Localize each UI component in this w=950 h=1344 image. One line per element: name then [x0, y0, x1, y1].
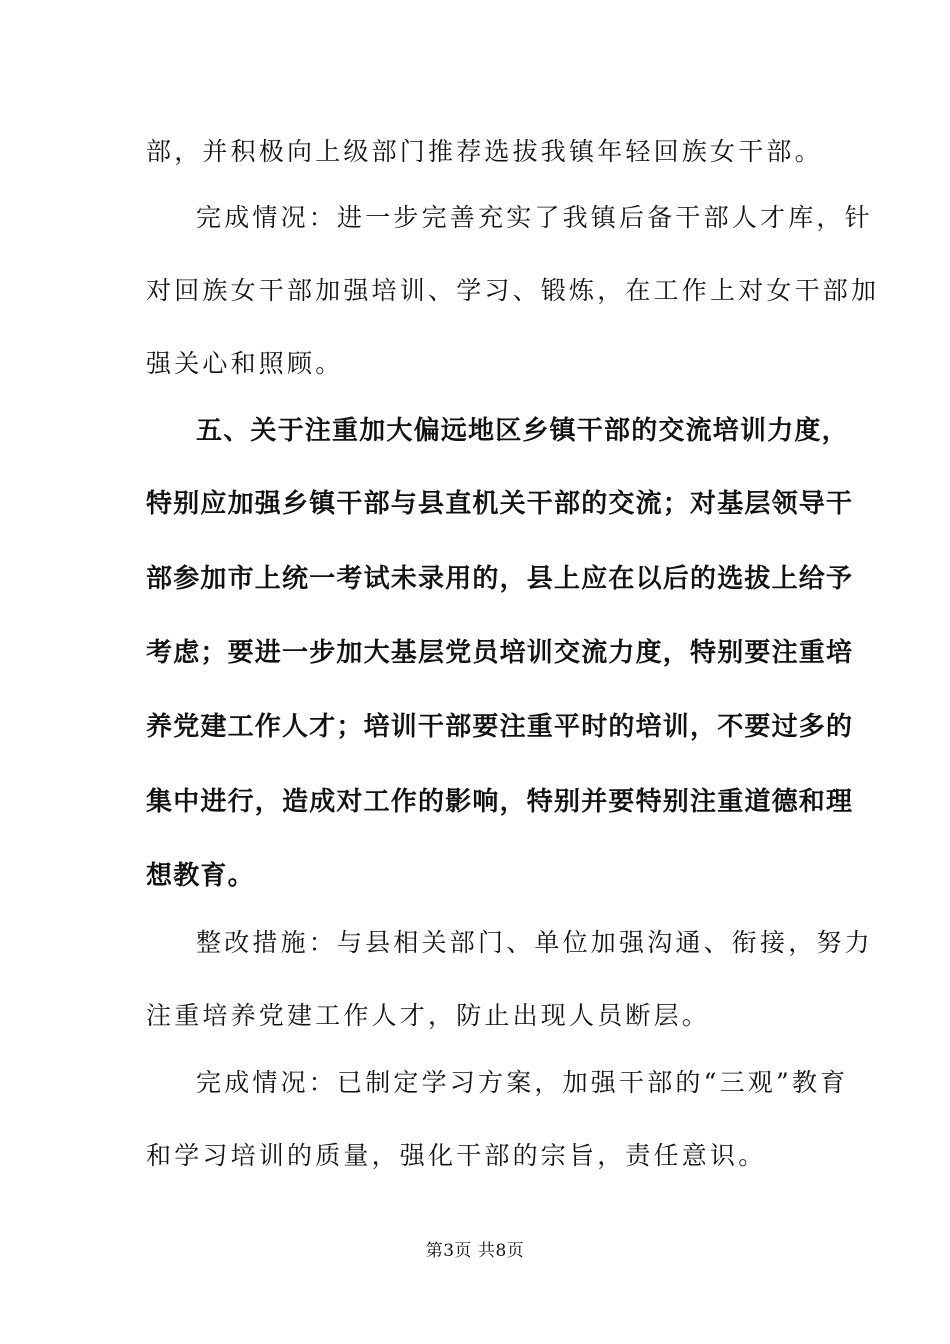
paragraph-2-line-2: 对回族女干部加强培训、学习、锻炼，在工作上对女干部加	[146, 276, 880, 305]
paragraph-5-line-2: 和学习培训的质量，强化干部的宗旨，责任意识。	[146, 1141, 767, 1170]
section-5-line-7: 想教育。	[146, 861, 255, 891]
page-number-footer: 第3页 共8页	[425, 1241, 525, 1261]
paragraph-4-line-2: 注重培养党建工作人才，防止出现人员断层。	[146, 1001, 711, 1030]
section-5-line-2: 特别应加强乡镇干部与县直机关干部的交流；对基层领导干	[146, 489, 854, 519]
section-5-line-3: 部参加市上统一考试未录用的，县上应在以后的选拔上给予	[146, 564, 854, 594]
section-5-line-1: 五、关于注重加大偏远地区乡镇干部的交流培训力度，	[196, 416, 849, 446]
section-5-line-6: 集中进行，造成对工作的影响，特别并要特别注重道德和理	[146, 787, 854, 817]
paragraph-2-line-3: 强关心和照顾。	[146, 349, 344, 378]
paragraph-4-line-1: 整改措施：与县相关部门、单位加强沟通、衔接，努力	[196, 928, 873, 957]
paragraph-5-line-1: 完成情况：已制定学习方案，加强干部的“三观”教育	[196, 1068, 849, 1097]
section-5-line-4: 考虑；要进一步加大基层党员培训交流力度，特别要注重培	[146, 638, 854, 668]
section-5-line-5: 养党建工作人才；培训干部要注重平时的培训，不要过多的	[146, 712, 854, 742]
paragraph-1-line-1: 部，并积极向上级部门推荐选拔我镇年轻回族女干部。	[146, 137, 823, 166]
paragraph-2-line-1: 完成情况：进一步完善充实了我镇后备干部人才库，针	[196, 203, 873, 232]
